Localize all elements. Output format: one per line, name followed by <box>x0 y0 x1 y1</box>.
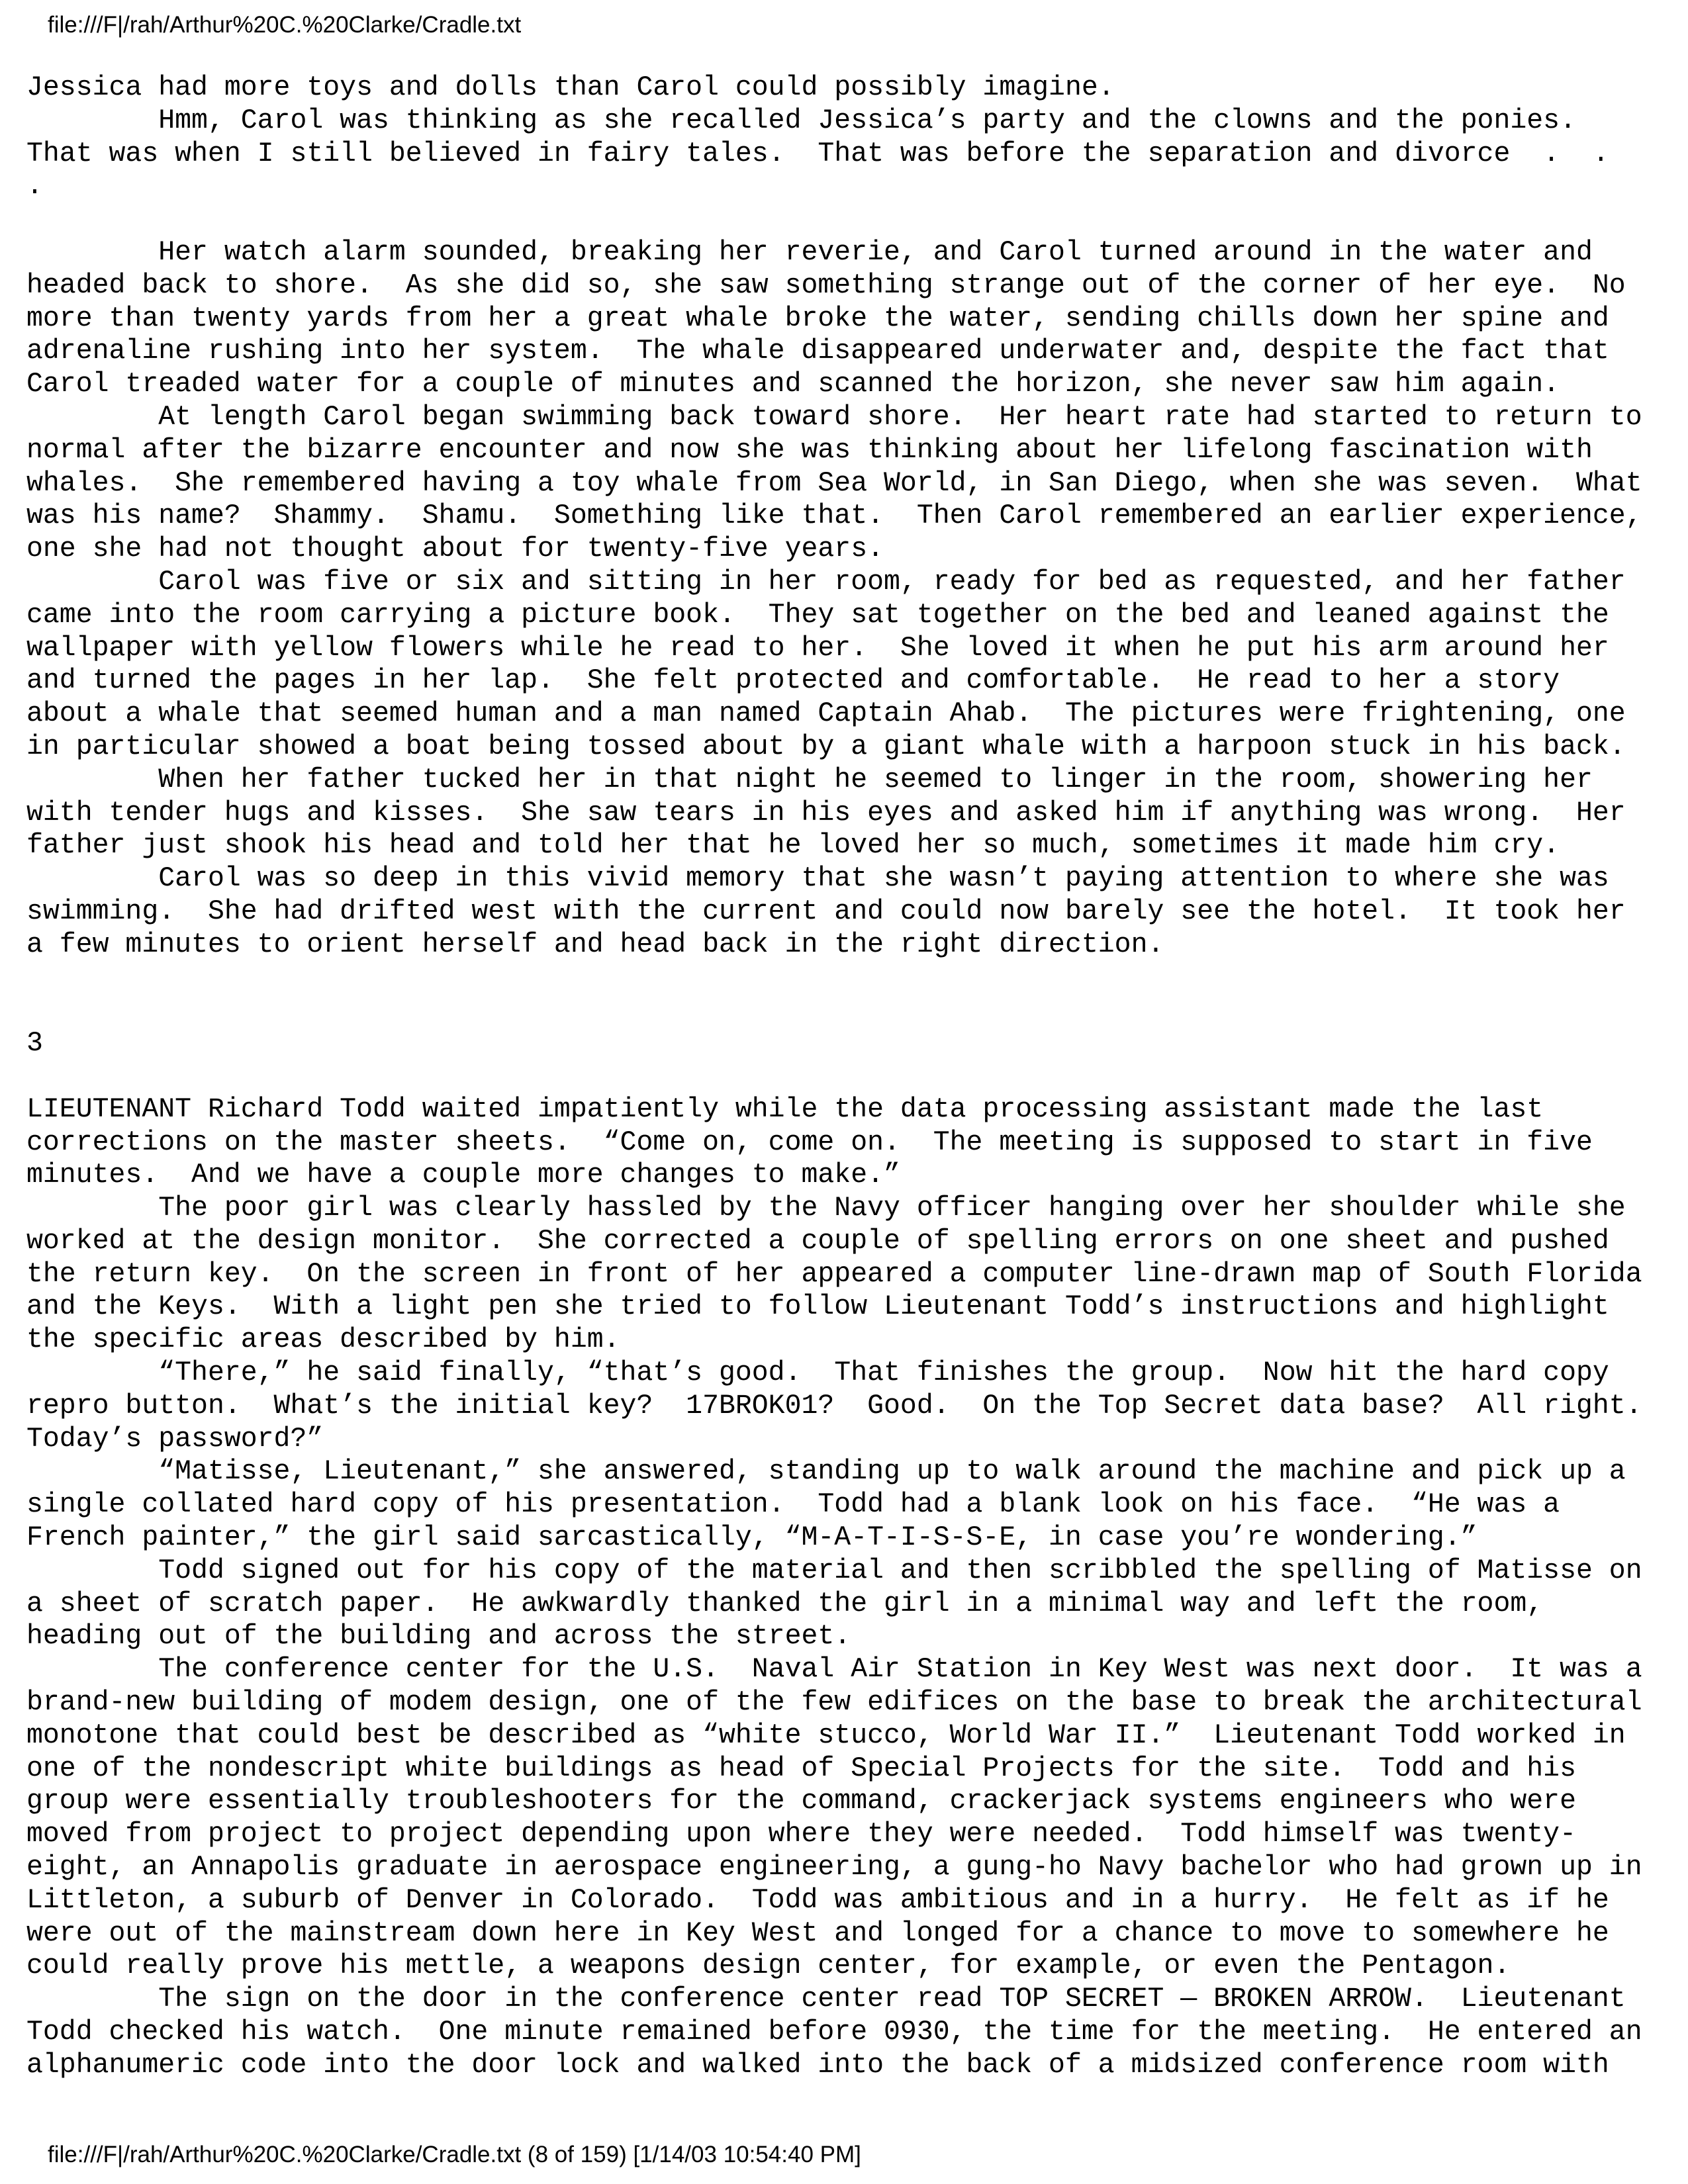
text-line: . <box>26 171 43 203</box>
text-line: headed back to shore. As she did so, she saw something strange out of the corner of her eye. No <box>26 269 1626 301</box>
text-line: one she had not thought about for twenty-five years. <box>26 533 884 565</box>
text-line: When her father tucked her in that night he seemed to linger in the room, showering her <box>26 764 1593 796</box>
text-line: the return key. On the screen in front of her appeared a computer line-drawn map of South Florida <box>26 1258 1642 1290</box>
text-line: French painter,” the girl said sarcastically, “M-A-T-I-S-S-E, in case you’re wondering.” <box>26 1522 1477 1554</box>
text-line: heading out of the building and across the street. <box>26 1621 851 1653</box>
text-line: came into the room carrying a picture book. They sat together on the bed and leaned against the <box>26 599 1609 631</box>
page-header-path: file:///F|/rah/Arthur%20C.%20Clarke/Cradle.txt <box>48 12 522 38</box>
text-line: That was when I still believed in fairy tales. That was before the separation and divorce . . <box>26 138 1609 169</box>
page-footer: file:///F|/rah/Arthur%20C.%20Clarke/Cradle.txt (8 of 159) [1/14/03 10:54:40 PM] <box>48 2142 861 2167</box>
text-line: Her watch alarm sounded, breaking her reverie, and Carol turned around in the water and <box>26 236 1593 268</box>
text-line: could really prove his mettle, a weapons design center, for example, or even the Pentagon. <box>26 1950 1511 1982</box>
text-line: Today’s password?” <box>26 1423 324 1455</box>
text-line: father just shook his head and told her that he loved her so much, sometimes it made him cry. <box>26 830 1560 862</box>
text-line: moved from project to project depending upon where they were needed. Todd himself was twenty- <box>26 1819 1576 1850</box>
text-line: Todd signed out for his copy of the material and then scribbled the spelling of Matisse on <box>26 1555 1642 1586</box>
text-line: The sign on the door in the conference center read TOP SECRET — BROKEN ARROW. Lieutenant <box>26 1983 1626 2015</box>
text-line: single collated hard copy of his presentation. Todd had a blank look on his face. “He was a <box>26 1489 1560 1521</box>
text-line: a sheet of scratch paper. He awkwardly thanked the girl in a minimal way and left the room, <box>26 1588 1544 1619</box>
text-line: repro button. What’s the initial key? 17BROK01? Good. On the Top Secret data base? All right. <box>26 1390 1642 1422</box>
text-line <box>26 203 1681 236</box>
text-line: whales. She remembered having a toy whale from Sea World, in San Diego, when she was seven. What <box>26 467 1642 499</box>
text-line: monotone that could best be described as “white stucco, World War II.” Lieutenant Todd worked in <box>26 1719 1626 1751</box>
text-line: in particular showed a boat being tossed about by a giant whale with a harpoon stuck in his back. <box>26 731 1626 762</box>
text-line: the specific areas described by him. <box>26 1324 620 1356</box>
text-line: adrenaline rushing into her system. The whale disappeared underwater and, despite the fact that <box>26 336 1609 367</box>
text-line: Carol was so deep in this vivid memory that she wasn’t paying attention to where she was <box>26 863 1609 895</box>
text-line: about a whale that seemed human and a man named Captain Ahab. The pictures were frightening, one <box>26 698 1626 730</box>
text-line: more than twenty yards from her a great whale broke the water, sending chills down her spine and <box>26 302 1609 334</box>
text-line: a few minutes to orient herself and head back in the right direction. <box>26 929 1164 960</box>
text-line: Jessica had more toys and dolls than Carol could possibly imagine. <box>26 72 1115 103</box>
text-line: 3 <box>26 1028 43 1060</box>
text-line: and the Keys. With a light pen she tried to follow Lieutenant Todd’s instructions and highlight <box>26 1291 1609 1323</box>
text-line: The conference center for the U.S. Naval Air Station in Key West was next door. It was a <box>26 1654 1642 1686</box>
text-line: with tender hugs and kisses. She saw tears in his eyes and asked him if anything was wrong. Her <box>26 797 1626 829</box>
text-line <box>26 1060 1681 1093</box>
text-line: eight, an Annapolis graduate in aerospace engineering, a gung-ho Navy bachelor who had grown up in <box>26 1852 1642 1884</box>
text-line: swimming. She had drifted west with the current and could now barely see the hotel. It took her <box>26 895 1626 927</box>
text-line: Todd checked his watch. One minute remained before 0930, the time for the meeting. He entered an <box>26 2017 1642 2048</box>
text-line: group were essentially troubleshooters for the command, crackerjack systems engineers who were <box>26 1786 1576 1817</box>
text-line: “Matisse, Lieutenant,” she answered, standing up to walk around the machine and pick up a <box>26 1456 1626 1488</box>
text-line: minutes. And we have a couple more changes to make.” <box>26 1160 900 1191</box>
text-line: Carol was five or six and sitting in her room, ready for bed as requested, and her father <box>26 566 1626 598</box>
document-body <box>26 71 1681 2082</box>
text-line: was his name? Shammy. Shamu. Something like that. Then Carol remembered an earlier experience, <box>26 500 1642 532</box>
text-line: Hmm, Carol was thinking as she recalled Jessica’s party and the clowns and the ponies. <box>26 105 1576 136</box>
text-line: one of the nondescript white buildings as head of Special Projects for the site. Todd and his <box>26 1752 1576 1784</box>
text-line: and turned the pages in her lap. She felt protected and comfortable. He read to her a story <box>26 665 1560 697</box>
text-line: The poor girl was clearly hassled by the Navy officer hanging over her shoulder while she <box>26 1193 1626 1224</box>
text-line: Littleton, a suburb of Denver in Colorado. Todd was ambitious and in a hurry. He felt as if he <box>26 1884 1609 1916</box>
text-line: worked at the design monitor. She corrected a couple of spelling errors on one sheet and pushed <box>26 1225 1609 1257</box>
text-line: were out of the mainstream down here in Key West and longed for a chance to move to somewhere he <box>26 1917 1609 1949</box>
text-line: LIEUTENANT Richard Todd waited impatiently while the data processing assistant made the last <box>26 1093 1544 1125</box>
text-line: At length Carol began swimming back toward shore. Her heart rate had started to return to <box>26 401 1642 433</box>
text-line: alphanumeric code into the door lock and walked into the back of a midsized conference room with <box>26 2049 1609 2081</box>
text-line <box>26 994 1681 1027</box>
text-line <box>26 962 1681 995</box>
text-line: corrections on the master sheets. “Come on, come on. The meeting is supposed to start in five <box>26 1126 1593 1158</box>
text-line: brand-new building of modem design, one of the few edifices on the base to break the architectural <box>26 1687 1642 1719</box>
text-line: wallpaper with yellow flowers while he read to her. She loved it when he put his arm around her <box>26 632 1609 664</box>
text-line: Carol treaded water for a couple of minutes and scanned the horizon, she never saw him again. <box>26 369 1560 400</box>
text-line: normal after the bizarre encounter and now she was thinking about her lifelong fascination with <box>26 434 1593 466</box>
text-line: “There,” he said finally, “that’s good. That finishes the group. Now hit the hard copy <box>26 1357 1609 1389</box>
